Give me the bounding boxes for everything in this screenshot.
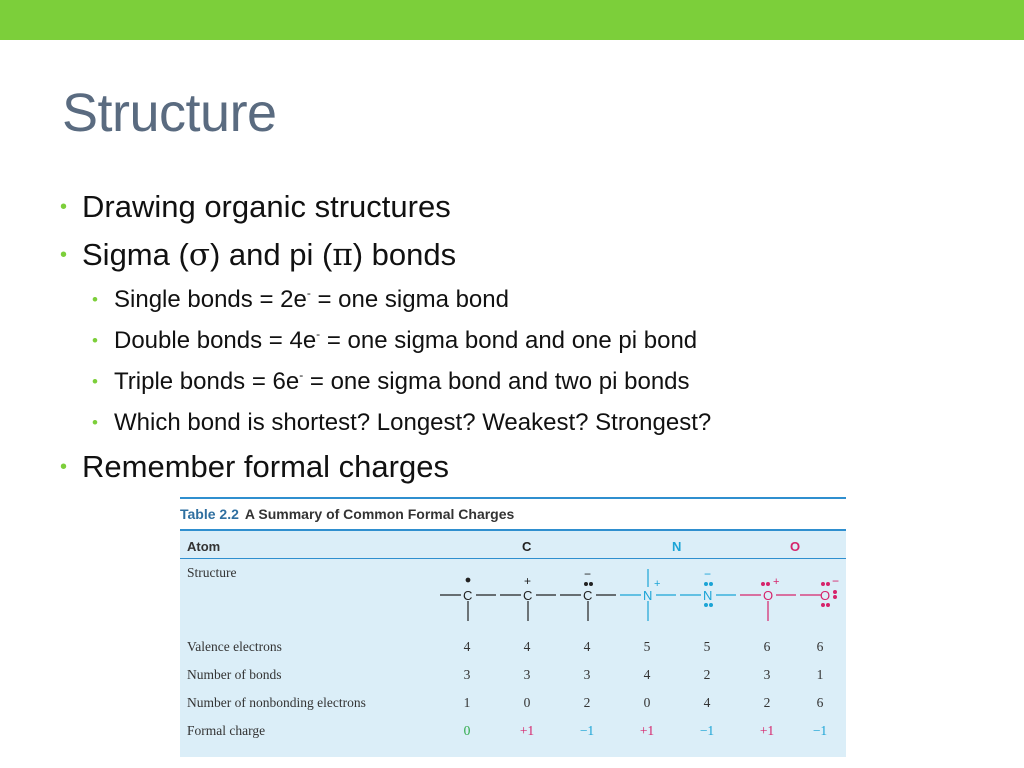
subbullet-single: • Single bonds = 2e- = one sigma bond [60,282,960,323]
formal-charge-cell: +1 [639,723,655,738]
header-carbon: C [522,539,532,554]
struct-atom-6: O [763,588,774,603]
nonbonding-cell: 2 [583,695,591,710]
table-header-rule [180,529,846,531]
row-label-valence: Valence electrons [187,639,282,654]
struct-atom-2: C [523,588,533,603]
row-label-formal-charge: Formal charge [187,723,266,738]
struct-atom-7: O [820,588,831,603]
bullet-dot-icon: • [60,196,68,218]
formal-charge-cell: −1 [579,723,595,738]
table-top-rule [180,497,846,499]
bonds-cell: 2 [703,667,711,682]
struct-atom-3: C [583,588,593,603]
formal-charge-cell: 0 [463,723,471,738]
bonds-cell: 4 [643,667,651,682]
formal-charge-cell: −1 [699,723,715,738]
table-caption: Table 2.2 A Summary of Common Formal Charges [180,506,515,522]
bonds-cell: 3 [463,667,471,682]
header-oxygen: O [790,539,801,554]
nonbonding-cell: 2 [763,695,771,710]
nonbonding-cell: 4 [703,695,711,710]
header-atom: Atom [187,539,221,554]
nonbonding-cell: 0 [643,695,651,710]
struct-charge-1: + [524,574,532,588]
row-label-structure: Structure [187,565,237,580]
bonds-cell: 3 [523,667,531,682]
formal-charge-cell: +1 [519,723,535,738]
structure-alkoxide [800,583,836,607]
struct-atom-4: N [643,588,653,603]
bonds-cell: 3 [763,667,771,682]
bullet-formal-charges: • Remember formal charges [60,446,960,494]
bonds-cell: 1 [816,667,824,682]
valence-cell: 5 [703,639,711,654]
bullet-sigma-pi: • Sigma (σ) and pi (π) bonds [60,234,960,282]
sigma-symbol: σ [188,237,210,273]
bullet-dot-icon: • [92,331,98,350]
bullet-list [60,186,960,494]
valence-cell: 4 [523,639,531,654]
formal-charges-table [180,497,846,758]
top-accent-bar [0,0,1024,40]
subbullet-triple: • Triple bonds = 6e- = one sigma bond and two pi bonds [60,364,960,405]
pi-symbol: π [332,237,353,273]
struct-charge-2: − [584,567,592,581]
subbullet-question: • Which bond is shortest? Longest? Weakest? Strongest? [60,405,960,446]
valence-cell: 4 [583,639,591,654]
row-label-bonds: Number of bonds [187,667,282,682]
nonbonding-cell: 1 [463,695,471,710]
bullet-dot-icon: • [60,244,68,266]
struct-atom-1: C [463,588,473,603]
subbullet-double: • Double bonds = 4e- = one sigma bond and one pi bond [60,323,960,364]
bullet-dot-icon: • [92,372,98,391]
struct-atom-5: N [703,588,713,603]
bullet-drawing: • Drawing organic structures [60,186,960,234]
valence-cell: 6 [763,639,771,654]
bullet-dot-icon: • [92,290,98,309]
bullet-dot-icon: • [60,456,68,478]
structure-drawings [436,565,846,629]
struct-charge-5: + [773,576,780,588]
valence-cell: 5 [643,639,651,654]
slide-title: Structure [62,83,277,143]
bonds-cell: 3 [583,667,591,682]
nonbonding-cell: 6 [816,695,824,710]
formal-charge-cell: +1 [759,723,775,738]
struct-charge-3: + [654,578,661,590]
row-label-nonbonding: Number of nonbonding electrons [187,695,366,710]
formal-charge-cell: −1 [812,723,828,738]
struct-charge-4: − [704,567,712,581]
valence-cell: 6 [816,639,824,654]
struct-charge-6: − [832,574,840,588]
nonbonding-cell: 0 [523,695,531,710]
bullet-dot-icon: • [92,413,98,432]
table-header-rule-bottom [180,558,846,559]
valence-cell: 4 [463,639,471,654]
header-nitrogen: N [672,539,682,554]
